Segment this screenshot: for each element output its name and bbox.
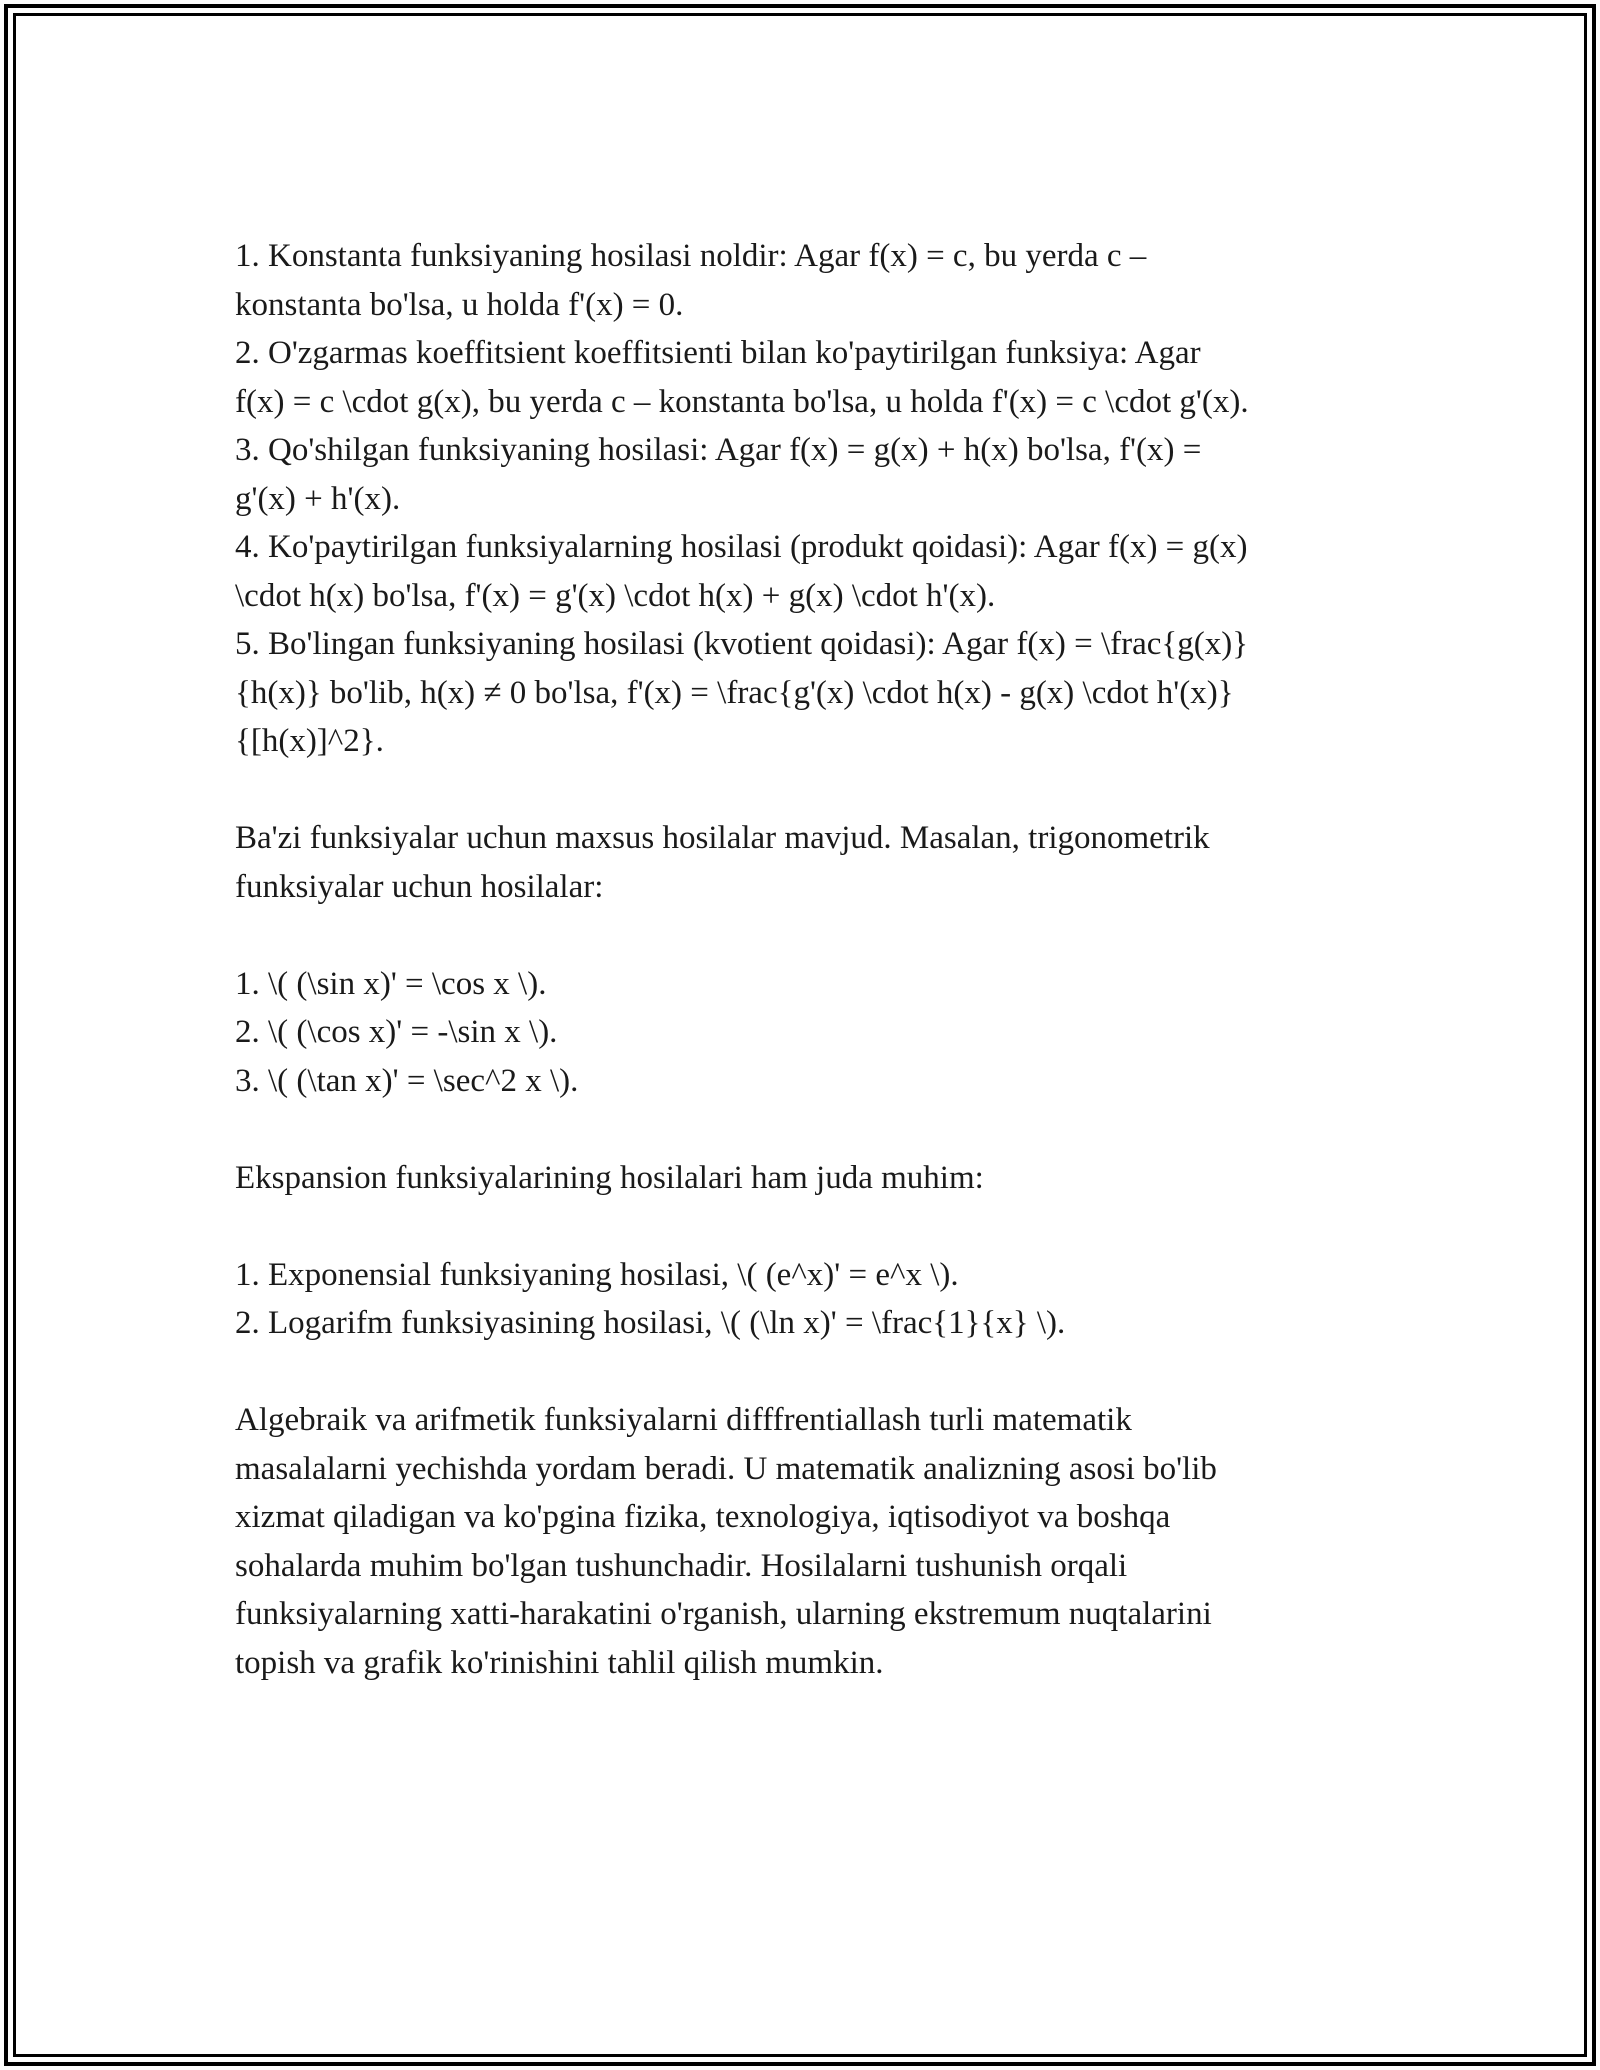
list-item: 2. \( (\cos x)' = -\sin x \). xyxy=(235,1014,558,1050)
text-line: xizmat qiladigan va ko'pgina fizika, texnologiya, iqtisodiyot va boshqa xyxy=(235,1499,1171,1535)
list-item: 1. Exponensial funksiyaning hosilasi, \( (e^x)' = e^x \). xyxy=(235,1256,959,1293)
text-line: funksiyalar uchun hosilalar: xyxy=(235,868,604,905)
text-line: g'(x) + h'(x). xyxy=(235,480,401,517)
exp-intro-paragraph: Ekspansion funksiyalarining hosilalari ham juda muhim: xyxy=(235,1159,984,1196)
conclusion-paragraph xyxy=(235,1396,1385,1687)
exp-derivatives-list xyxy=(235,1251,1385,1348)
text-line: funksiyalarning xatti-harakatini o'rganish, ularning ekstremum nuqtalarini xyxy=(235,1596,1212,1632)
paragraph-gap xyxy=(235,911,1385,960)
text-line: Algebraik va arifmetik funksiyalarni difffrentiallash turli matematik xyxy=(235,1402,1132,1438)
text-line: topish va grafik ko'rinishini tahlil qilish mumkin. xyxy=(235,1644,884,1681)
document-body xyxy=(235,232,1385,1687)
paragraph-gap xyxy=(235,1348,1385,1397)
text-line: 3. Qo'shilgan funksiyaning hosilasi: Agar f(x) = g(x) + h(x) bo'lsa, f'(x) = xyxy=(235,432,1202,468)
rule-item xyxy=(235,426,1385,523)
text-line: 4. Ko'paytirilgan funksiyalarning hosilasi (produkt qoidasi): Agar f(x) = g(x) xyxy=(235,529,1248,565)
paragraph-gap xyxy=(235,1105,1385,1154)
paragraph-gap xyxy=(235,766,1385,815)
rule-item xyxy=(235,329,1385,426)
text-line: 2. O'zgarmas koeffitsient koeffitsienti bilan ko'paytirilgan funksiya: Agar xyxy=(235,335,1201,371)
text-line: 5. Bo'lingan funksiyaning hosilasi (kvotient qoidasi): Agar f(x) = \frac{g(x)} xyxy=(235,626,1249,662)
text-line: 1. Konstanta funksiyaning hosilasi noldir: Agar f(x) = c, bu yerda c – xyxy=(235,238,1147,274)
rule-item xyxy=(235,232,1385,329)
rule-item xyxy=(235,523,1385,620)
trig-intro-paragraph xyxy=(235,814,1385,911)
text-line: f(x) = c \cdot g(x), bu yerda c – konstanta bo'lsa, u holda f'(x) = c \cdot g'(x). xyxy=(235,383,1249,420)
text-line: Ba'zi funksiyalar uchun maxsus hosilalar mavjud. Masalan, trigonometrik xyxy=(235,820,1210,856)
trig-derivatives-list xyxy=(235,960,1385,1106)
rule-item xyxy=(235,620,1385,766)
list-item: 2. Logarifm funksiyasining hosilasi, \( (\ln x)' = \frac{1}{x} \). xyxy=(235,1305,1066,1341)
text-line: konstanta bo'lsa, u holda f'(x) = 0. xyxy=(235,286,684,323)
list-item: 3. \( (\tan x)' = \sec^2 x \). xyxy=(235,1062,579,1099)
text-line: masalalarni yechishda yordam beradi. U matematik analizning asosi bo'lib xyxy=(235,1450,1217,1487)
text-line: {[h(x)]^2}. xyxy=(235,723,384,759)
text-line: \cdot h(x) bo'lsa, f'(x) = g'(x) \cdot h(x) + g(x) \cdot h'(x). xyxy=(235,577,996,614)
paragraph-gap xyxy=(235,1202,1385,1251)
derivative-rules-list xyxy=(235,232,1385,766)
text-line: {h(x)} bo'lib, h(x) ≠ 0 bo'lsa, f'(x) = \frac{g'(x) \cdot h(x) - g(x) \cdot h'(x)} xyxy=(235,674,1234,711)
text-line: sohalarda muhim bo'lgan tushunchadir. Hosilalarni tushunish orqali xyxy=(235,1547,1128,1584)
list-item: 1. \( (\sin x)' = \cos x \). xyxy=(235,965,547,1002)
